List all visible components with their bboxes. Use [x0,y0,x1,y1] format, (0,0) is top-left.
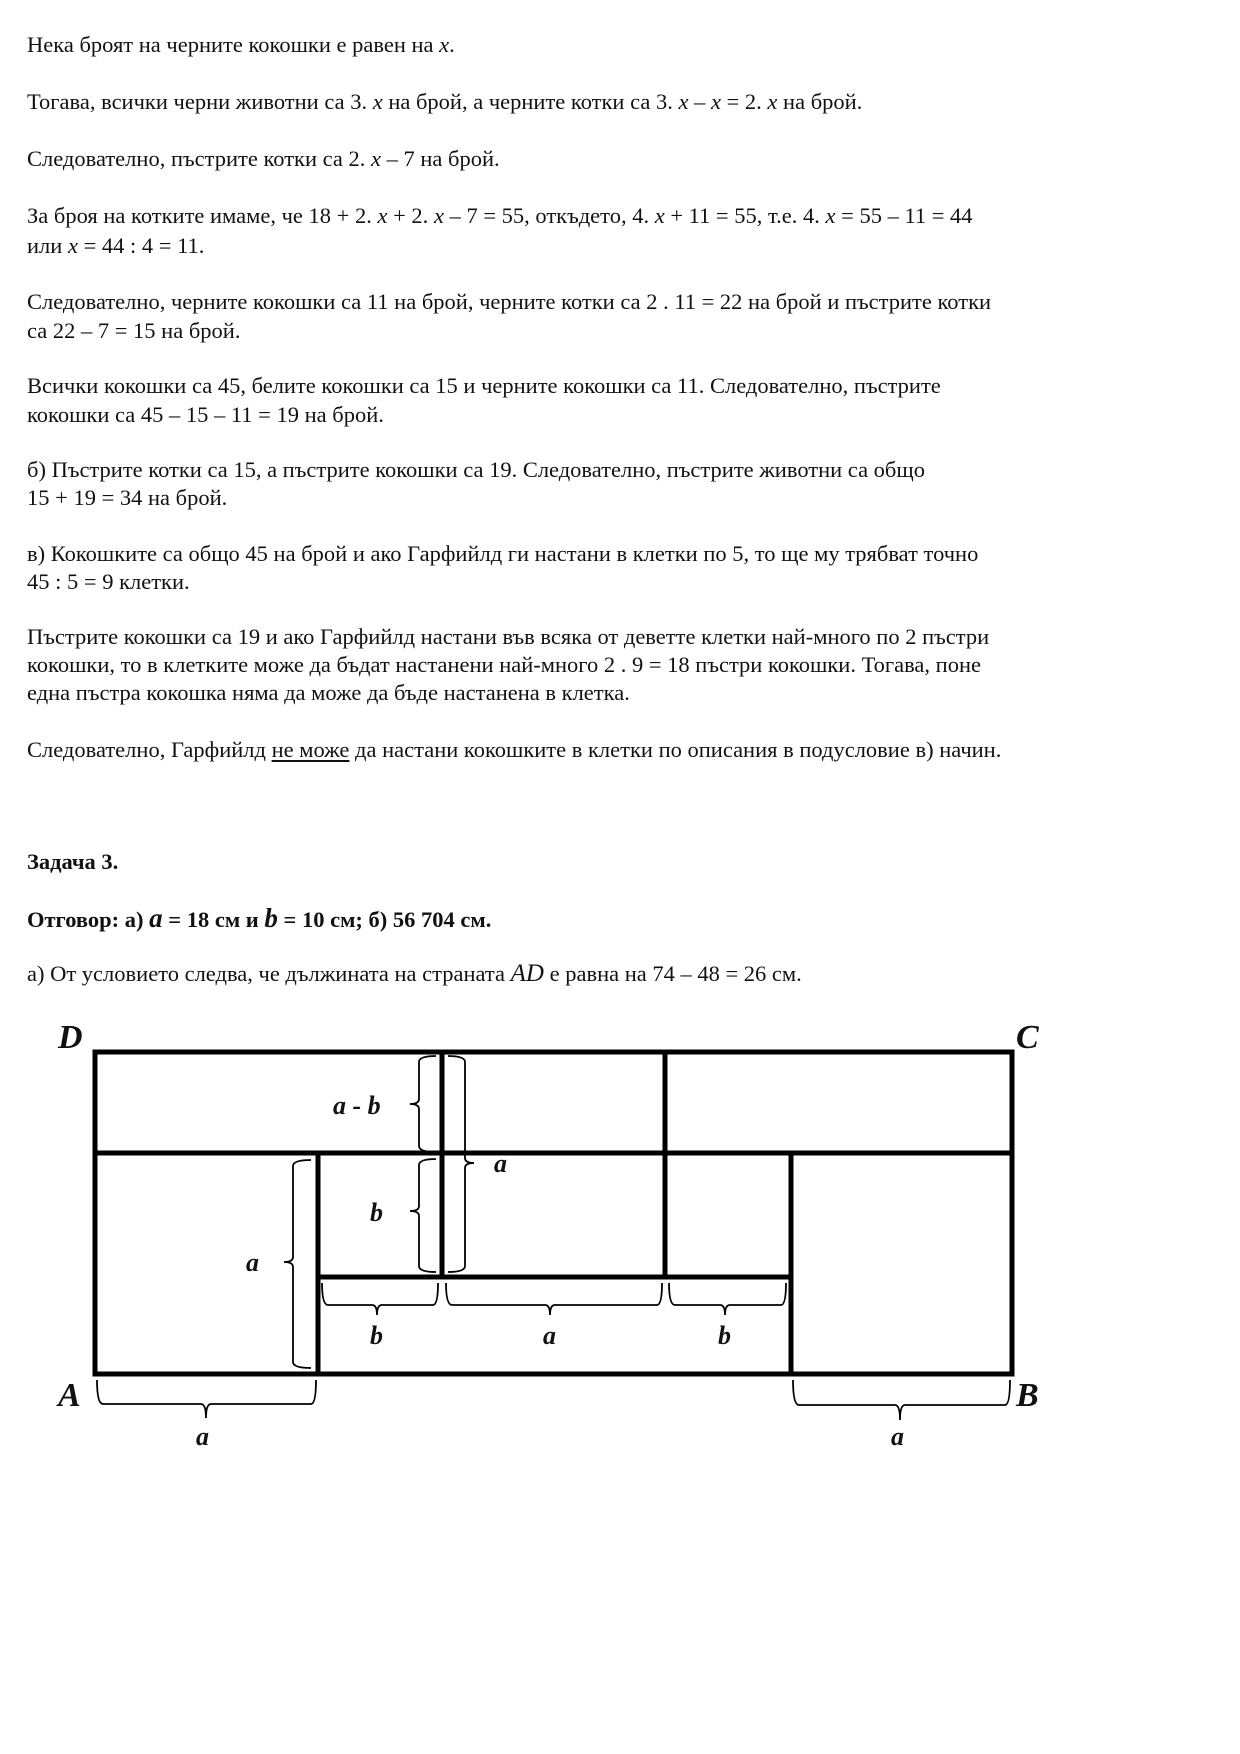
variable-b: b [264,903,278,933]
paragraph-8-line-1: в) Кокошките са общо 45 на брой и ако Гарфийлд ги настани в клетки по 5, то ще му трябват точно [27,541,979,566]
paragraph-7-line-2: 15 + 19 = 34 на брой. [27,485,228,510]
text: = 55 – 11 = 44 [835,203,973,228]
brace-b-inner-left [322,1283,438,1315]
label-a-inner-center: a [543,1321,556,1350]
text: . [449,32,455,57]
paragraph-4-line-1 [27,202,973,230]
text: Следователно, Гарфийлд [27,737,272,762]
paragraph-1 [27,31,455,59]
underlined-text: не може [271,737,350,762]
variable-x: x [654,203,665,228]
paragraph-4-line-2 [27,232,204,260]
variable-x: x [371,146,381,171]
label-a-left: a [246,1248,259,1277]
brace-a-minus-b [410,1056,436,1152]
text: = 2. [720,89,768,114]
label-a-bottom-right: a [891,1422,904,1451]
brace-b-inner-right [669,1283,786,1315]
variable-x: x [433,203,444,228]
text: = 44 : 4 = 11. [77,233,205,258]
task-heading: Задача 3. [27,849,119,874]
variable-x: x [439,32,450,57]
text: на брой. [777,89,863,114]
variable-a: a [149,903,163,933]
brace-a-inner-center [446,1283,662,1315]
brace-a-center [448,1056,474,1272]
corner-label-b: B [1016,1377,1039,1414]
text: За броя на котките имаме, че 18 + 2. [27,203,378,228]
text: + 11 = 55, т.е. 4. [664,203,826,228]
paragraph-7-line-1: б) Пъстрите котки са 15, а пъстрите кокошки са 19. Следователно, пъстрите животни са общо [27,457,925,482]
answer-line [27,904,491,934]
paragraph-6-line-2: кокошки са 45 – 15 – 11 = 19 на брой. [27,402,384,427]
label-a-bottom-left: a [196,1422,209,1451]
text: да настани кокошките в клетки по описания в подусловие в) начин. [349,737,1002,762]
label-b-inner-right: b [718,1321,731,1350]
paragraph-5-line-2: са 22 – 7 = 15 на брой. [27,318,241,343]
variable-x: x [825,203,836,228]
text: – 7 = 55, откъдето, 4. [443,203,655,228]
variable-x: x [372,89,383,114]
label-a-center: a [494,1149,507,1178]
label-a-minus-b: a - b [333,1091,381,1120]
rectangle-diagram [0,1000,1240,1500]
text: + 2. [387,203,434,228]
text: Отговор: а) [27,907,150,932]
brace-a-bottom-left [97,1380,316,1418]
brace-b-vertical [410,1159,436,1272]
text: Следователно, пъстрите котки са 2. [27,146,371,171]
text: Нека броят на черните кокошки е равен на [27,32,440,57]
text: е равна на 74 – 48 = 26 см. [543,961,802,986]
corner-label-a: A [58,1377,81,1414]
text: Тогава, всички черни животни са 3. [27,89,373,114]
part-a-line [27,960,802,988]
paragraph-9-line-2: кокошки, то в клетките може да бъдат настанени най-много 2 . 9 = 18 пъстри кокошки. Тогава, поне [27,652,981,677]
text: на брой, а черните котки са 3. [382,89,679,114]
variable-x: x [67,233,78,258]
text: или [27,233,68,258]
brace-a-left [284,1160,311,1368]
paragraph-8-line-2: 45 : 5 = 9 клетки. [27,569,190,594]
paragraph-5-line-1: Следователно, черните кокошки са 11 на брой, черните котки са 2 . 11 = 22 на брой и пъстрите котки [27,289,992,314]
variable-x: x [710,89,721,114]
label-b-vertical: b [370,1198,383,1227]
variable-x: x [678,89,689,114]
text: – [688,89,711,114]
paragraph-9-line-3: една пъстра кокошка няма да може да бъде настанена в клетка. [27,680,630,705]
brace-a-bottom-right [793,1380,1010,1420]
text: = 10 см; б) 56 704 см. [277,907,492,932]
label-b-inner-left: b [370,1321,383,1350]
variable-x: x [767,89,778,114]
text: = 18 см и [162,907,265,932]
paragraph-10 [27,736,1001,764]
corner-label-d: D [58,1019,83,1056]
paragraph-9-line-1: Пъстрите кокошки са 19 и ако Гарфийлд настани във всяка от деветте клетки най-много по 2 пъстри [27,624,990,649]
paragraph-2 [27,88,862,116]
text: а) От условието следва, че дължината на страната [27,961,511,986]
variable-x: x [377,203,388,228]
text: – 7 на брой. [381,146,500,171]
paragraph-3 [27,145,500,173]
corner-label-c: C [1016,1019,1039,1056]
segment-ad: AD [510,960,544,987]
paragraph-6-line-1: Всички кокошки са 45, белите кокошки са 15 и черните кокошки са 11. Следователно, пъстрите [27,373,941,398]
